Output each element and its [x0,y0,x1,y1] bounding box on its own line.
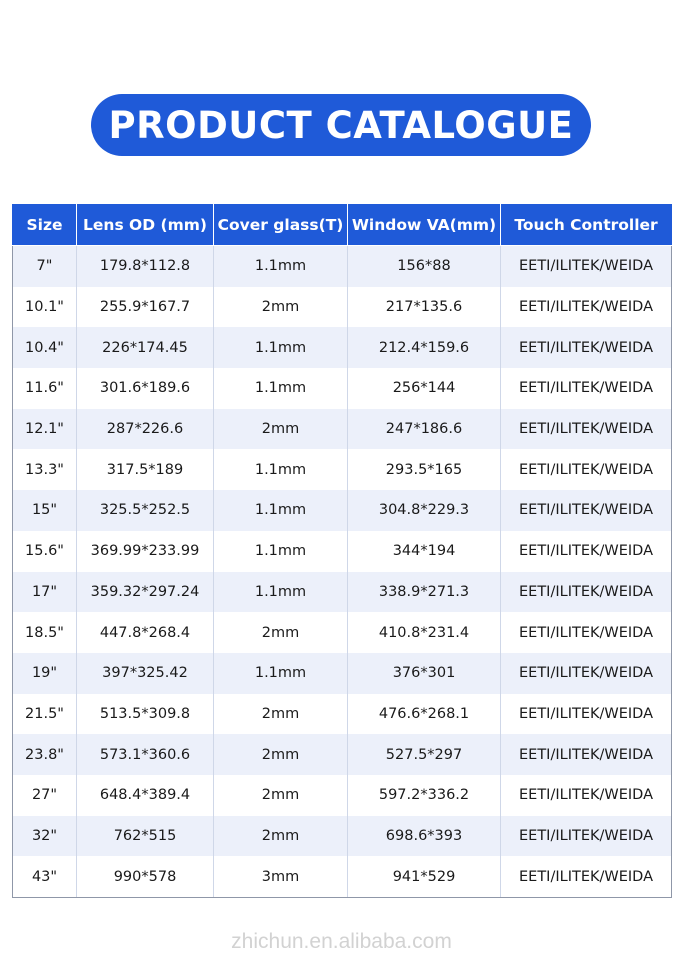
cell-lens-od: 447.8*268.4 [77,612,214,653]
cell-lens-od: 573.1*360.6 [77,734,214,775]
column-header-cover-glass: Cover glass(T) [214,205,348,246]
cell-window-va: 156*88 [348,246,501,287]
cell-size: 15" [13,490,77,531]
cell-touch-controller: EETI/ILITEK/WEIDA [501,734,672,775]
column-header-touch-controller: Touch Controller [501,205,672,246]
table-row [13,653,672,694]
cell-window-va: 941*529 [348,856,501,897]
cell-size: 27" [13,775,77,816]
table-row [13,734,672,775]
cell-lens-od: 648.4*389.4 [77,775,214,816]
cell-size: 21.5" [13,694,77,735]
cell-touch-controller: EETI/ILITEK/WEIDA [501,612,672,653]
cell-cover-glass: 2mm [214,694,348,735]
table-row [13,572,672,613]
cell-lens-od: 317.5*189 [77,449,214,490]
product-catalogue-table [12,204,672,898]
cell-touch-controller: EETI/ILITEK/WEIDA [501,531,672,572]
column-header-size: Size [13,205,77,246]
cell-cover-glass: 2mm [214,775,348,816]
cell-touch-controller: EETI/ILITEK/WEIDA [501,694,672,735]
cell-window-va: 698.6*393 [348,816,501,857]
cell-window-va: 376*301 [348,653,501,694]
cell-size: 18.5" [13,612,77,653]
cell-size: 10.1" [13,287,77,328]
cell-window-va: 527.5*297 [348,734,501,775]
cell-lens-od: 359.32*297.24 [77,572,214,613]
cell-touch-controller: EETI/ILITEK/WEIDA [501,327,672,368]
cell-window-va: 476.6*268.1 [348,694,501,735]
cell-touch-controller: EETI/ILITEK/WEIDA [501,856,672,897]
table-row [13,856,672,897]
table-row [13,816,672,857]
cell-cover-glass: 1.1mm [214,246,348,287]
cell-lens-od: 301.6*189.6 [77,368,214,409]
cell-size: 12.1" [13,409,77,450]
cell-size: 11.6" [13,368,77,409]
cell-cover-glass: 1.1mm [214,653,348,694]
cell-touch-controller: EETI/ILITEK/WEIDA [501,246,672,287]
cell-size: 32" [13,816,77,857]
table-row [13,409,672,450]
cell-size: 10.4" [13,327,77,368]
cell-window-va: 597.2*336.2 [348,775,501,816]
cell-window-va: 212.4*159.6 [348,327,501,368]
cell-size: 17" [13,572,77,613]
cell-touch-controller: EETI/ILITEK/WEIDA [501,490,672,531]
cell-lens-od: 287*226.6 [77,409,214,450]
column-header-window-va: Window VA(mm) [348,205,501,246]
cell-lens-od: 397*325.42 [77,653,214,694]
cell-window-va: 256*144 [348,368,501,409]
cell-cover-glass: 2mm [214,612,348,653]
cell-size: 43" [13,856,77,897]
cell-window-va: 217*135.6 [348,287,501,328]
table-row [13,327,672,368]
table-row [13,612,672,653]
cell-cover-glass: 2mm [214,734,348,775]
cell-cover-glass: 1.1mm [214,449,348,490]
cell-cover-glass: 2mm [214,287,348,328]
cell-touch-controller: EETI/ILITEK/WEIDA [501,775,672,816]
table-row [13,490,672,531]
cell-lens-od: 325.5*252.5 [77,490,214,531]
cell-touch-controller: EETI/ILITEK/WEIDA [501,449,672,490]
cell-lens-od: 255.9*167.7 [77,287,214,328]
table-row [13,694,672,735]
table-row [13,775,672,816]
cell-window-va: 338.9*271.3 [348,572,501,613]
cell-lens-od: 513.5*309.8 [77,694,214,735]
cell-size: 13.3" [13,449,77,490]
table-row [13,246,672,287]
cell-touch-controller: EETI/ILITEK/WEIDA [501,816,672,857]
cell-size: 15.6" [13,531,77,572]
cell-lens-od: 762*515 [77,816,214,857]
cell-cover-glass: 1.1mm [214,572,348,613]
cell-cover-glass: 1.1mm [214,327,348,368]
cell-cover-glass: 2mm [214,409,348,450]
cell-window-va: 410.8*231.4 [348,612,501,653]
table-header-row [13,205,672,246]
cell-window-va: 344*194 [348,531,501,572]
cell-window-va: 304.8*229.3 [348,490,501,531]
cell-touch-controller: EETI/ILITEK/WEIDA [501,368,672,409]
watermark: zhichun.en.alibaba.com [231,930,452,953]
cell-size: 7" [13,246,77,287]
cell-cover-glass: 1.1mm [214,368,348,409]
cell-cover-glass: 1.1mm [214,531,348,572]
column-header-lens-od: Lens OD (mm) [77,205,214,246]
cell-size: 23.8" [13,734,77,775]
page-title: PRODUCT CATALOGUE [91,94,591,156]
cell-lens-od: 990*578 [77,856,214,897]
table-row [13,287,672,328]
cell-touch-controller: EETI/ILITEK/WEIDA [501,287,672,328]
cell-size: 19" [13,653,77,694]
cell-window-va: 247*186.6 [348,409,501,450]
cell-lens-od: 226*174.45 [77,327,214,368]
cell-touch-controller: EETI/ILITEK/WEIDA [501,653,672,694]
cell-cover-glass: 2mm [214,816,348,857]
cell-lens-od: 369.99*233.99 [77,531,214,572]
cell-cover-glass: 3mm [214,856,348,897]
cell-window-va: 293.5*165 [348,449,501,490]
cell-touch-controller: EETI/ILITEK/WEIDA [501,572,672,613]
table-row [13,531,672,572]
cell-lens-od: 179.8*112.8 [77,246,214,287]
table-row [13,368,672,409]
table-row [13,449,672,490]
cell-touch-controller: EETI/ILITEK/WEIDA [501,409,672,450]
cell-cover-glass: 1.1mm [214,490,348,531]
